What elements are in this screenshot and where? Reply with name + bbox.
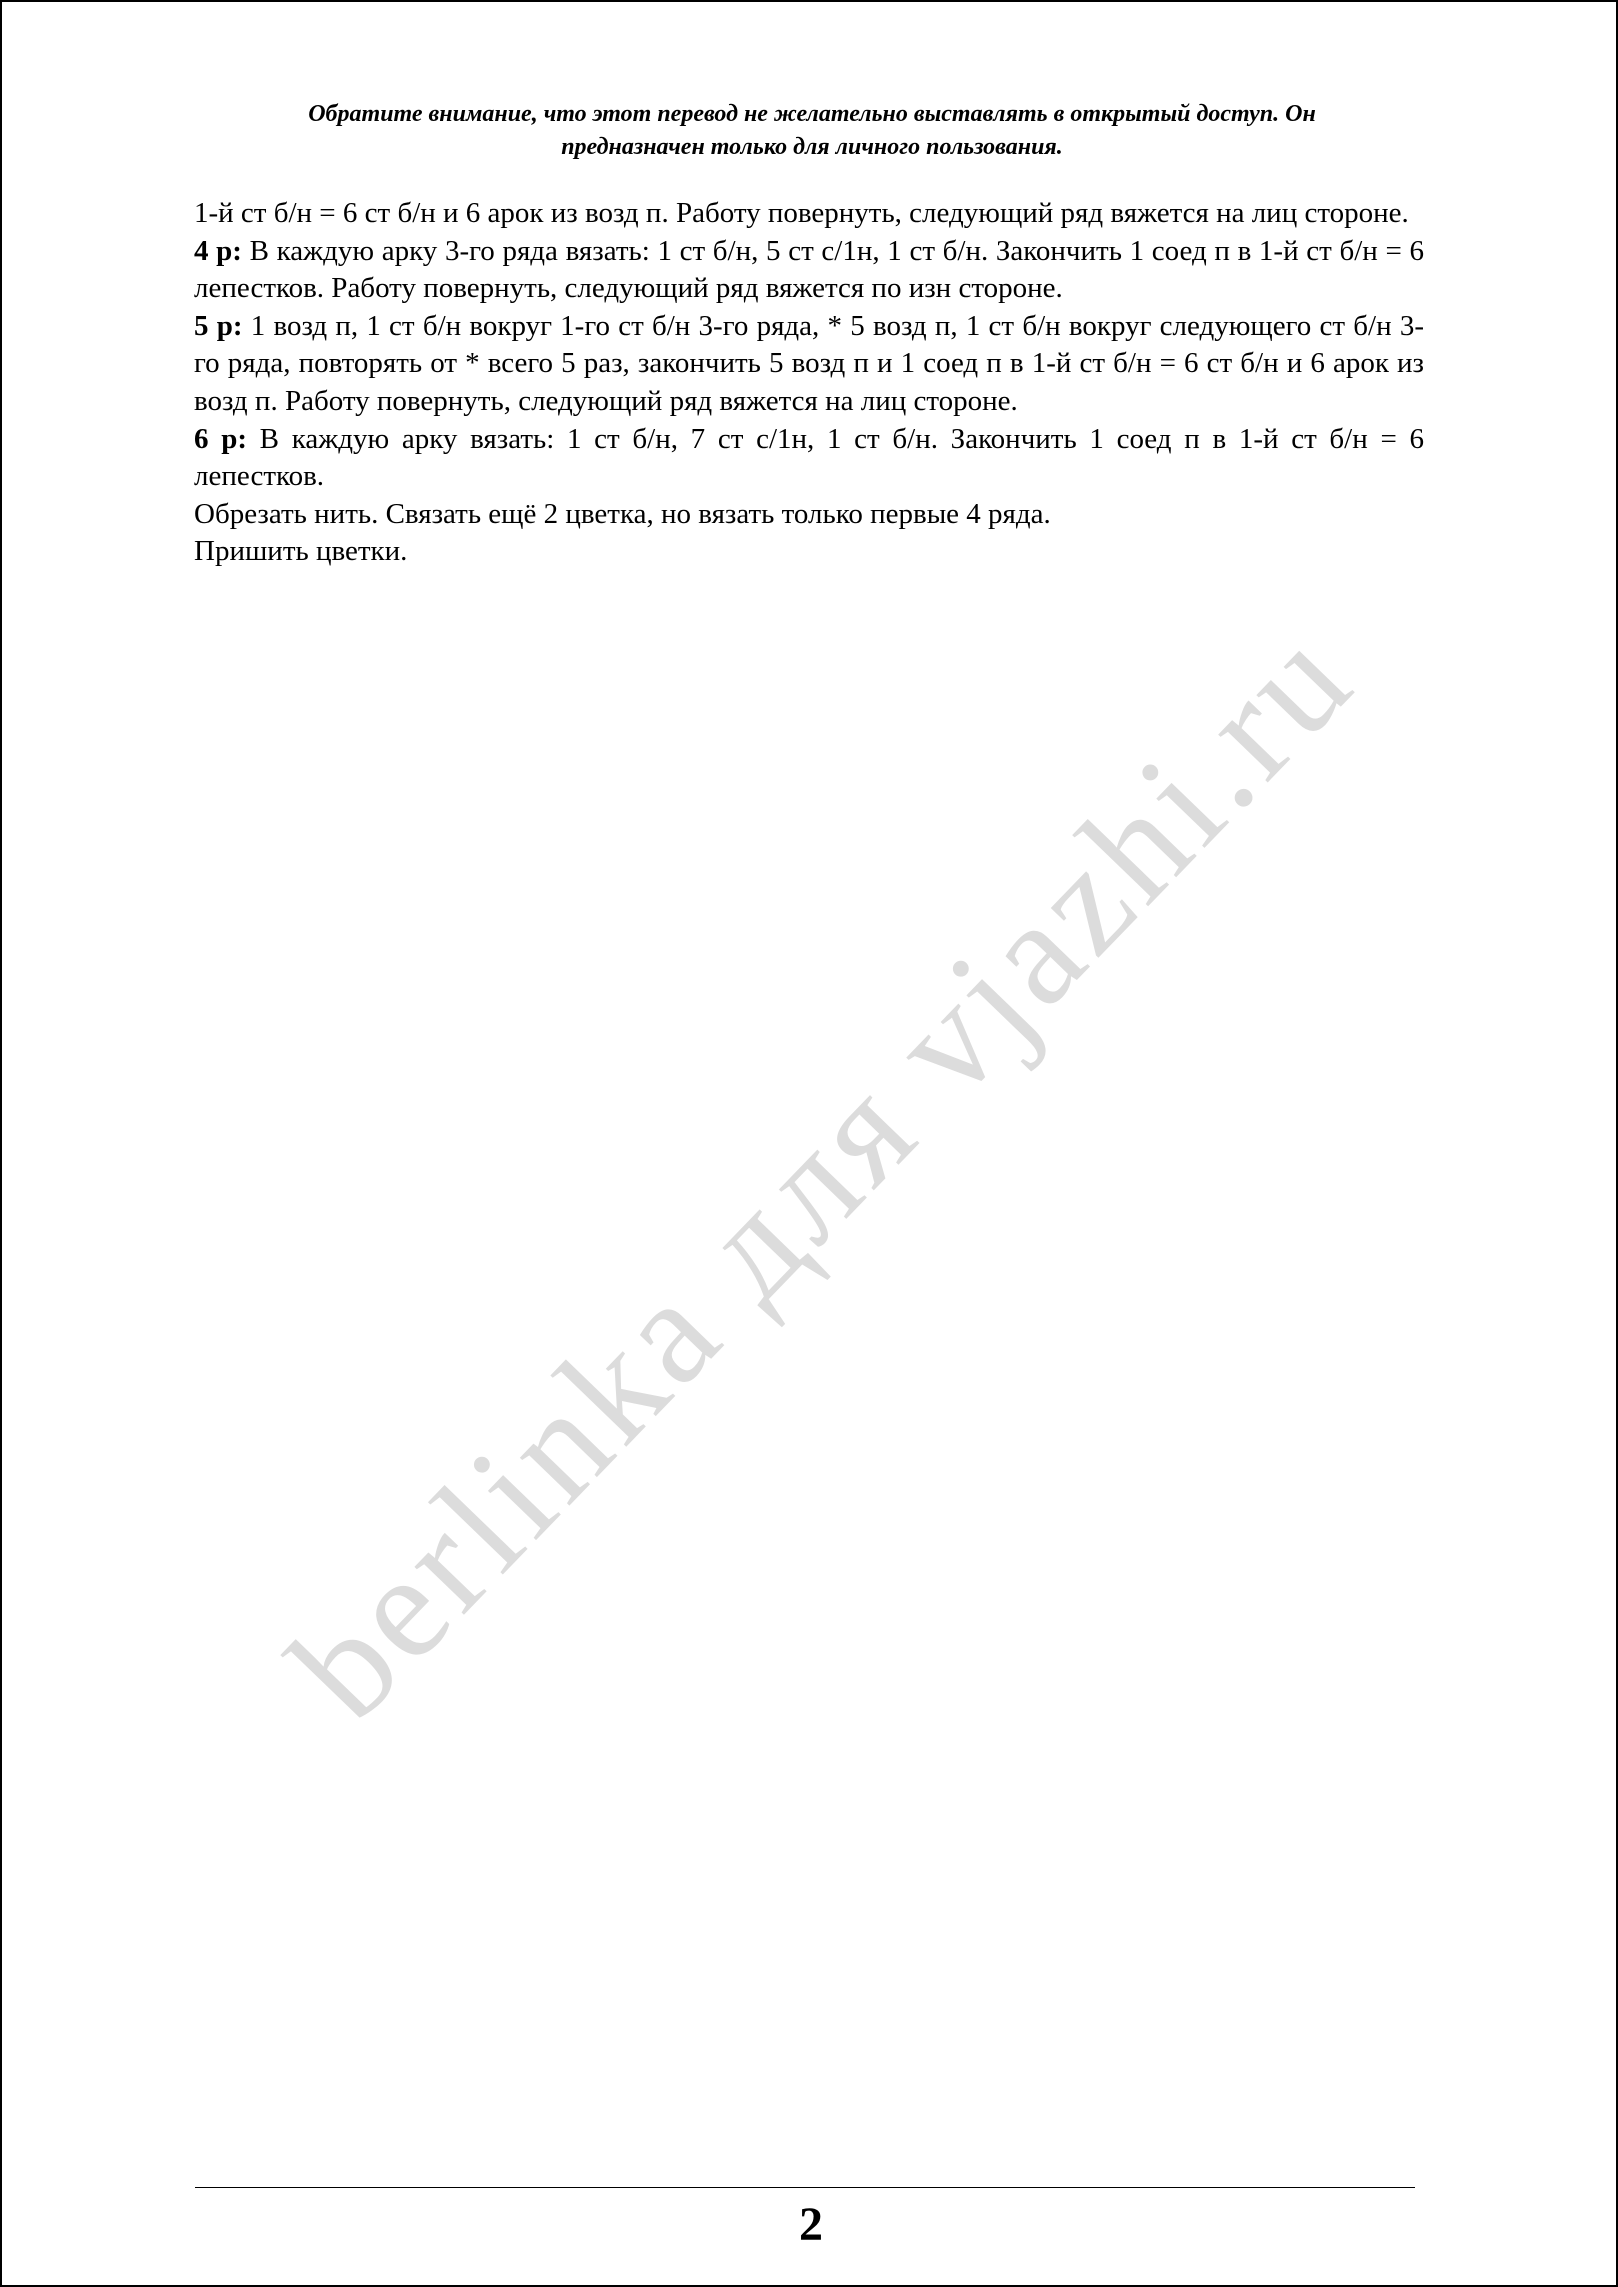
paragraph [194, 195, 1424, 233]
body-text [194, 195, 1424, 571]
paragraph [194, 233, 1424, 308]
paragraph-text: В каждую арку 3-го ряда вязать: 1 ст б/н, 5 ст с/1н, 1 ст б/н. Закончить 1 соед п в 1-й ст б/н = 6 лепестков. Работу повернуть, следующий ряд вяжется по изн стороне. [194, 234, 1424, 305]
paragraph-text: В каждую арку вязать: 1 ст б/н, 7 ст с/1н, 1 ст б/н. Закончить 1 соед п в 1-й ст б/н = 6 лепестков. [194, 422, 1424, 493]
paragraph-text: Пришить цветки. [194, 535, 408, 568]
row-label: 4 р: [194, 234, 242, 267]
row-label: 5 р: [194, 309, 243, 342]
page-number: 2 [799, 2198, 823, 2251]
paragraph [194, 421, 1424, 496]
paragraph-text: 1 возд п, 1 ст б/н вокруг 1-го ст б/н 3-го ряда, * 5 возд п, 1 ст б/н вокруг следующего ст б/н 3-го ряда, повторять от * всего 5 раз, закончить 5 возд п и 1 соед п в 1-й ст б/н = 6 ст б/н и 6 арок из возд п. Работу повернуть, следующий ряд вяжется на лиц стороне. [194, 309, 1424, 417]
paragraph-text: Обрезать нить. Связать ещё 2 цветка, но вязать только первые 4 ряда. [194, 497, 1051, 530]
notice-line-2: предназначен только для личного пользования. [561, 134, 1063, 160]
notice-line-1: Обратите внимание, что этот перевод не желательно выставлять в открытый доступ. Он [308, 101, 1316, 127]
paragraph [194, 533, 1424, 571]
paragraph [194, 308, 1424, 421]
paragraph [194, 496, 1424, 534]
footer-divider [195, 2187, 1415, 2188]
watermark: berlinka для vjazhi.ru [259, 593, 1385, 1751]
paragraph-text: 1-й ст б/н = 6 ст б/н и 6 арок из возд п. Работу повернуть, следующий ряд вяжется на лиц стороне. [194, 197, 1409, 229]
row-label: 6 р: [194, 422, 247, 455]
copyright-notice [202, 98, 1422, 164]
